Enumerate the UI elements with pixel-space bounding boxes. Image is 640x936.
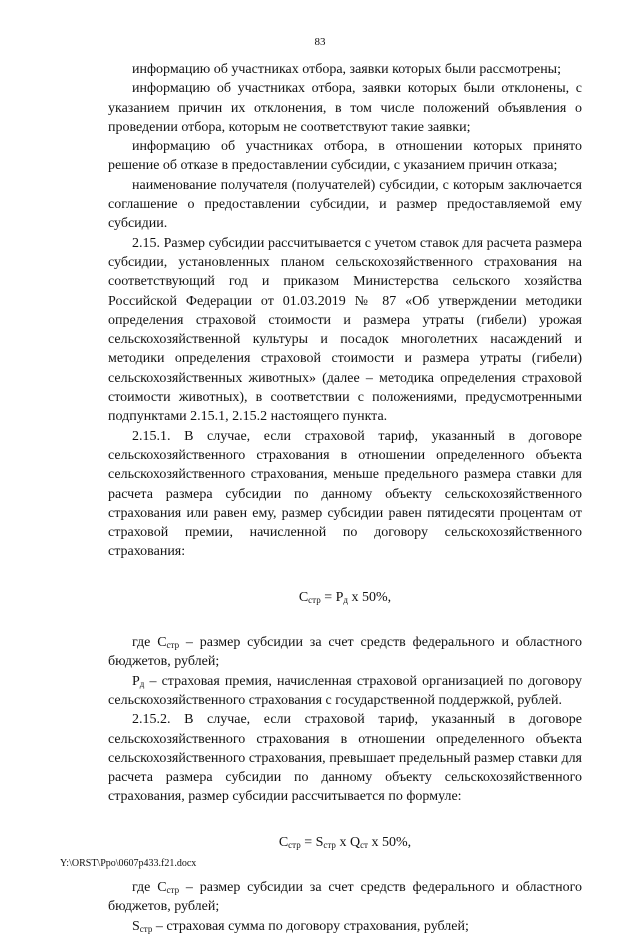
paragraph: наименование получателя (получателей) субсидии, с которым заключается соглашение о предоставлении субсидии, и размер предоставляемой ему субсидии. (108, 177, 582, 232)
text-subscript: стр (166, 640, 180, 651)
text-subscript: стр (139, 923, 153, 934)
formula-term: х 50%, (348, 589, 392, 605)
formula-subscript: стр (308, 594, 321, 605)
paragraph (108, 917, 582, 936)
text-subscript: стр (166, 884, 180, 895)
paragraph: 2.15. Размер субсидии рассчитывается с учетом ставок для расчета размера субсидии, установленных планом сельскохозяйственного страхования на соответствующий год и приказом Министерства сельского хозяйства Российской Федерации от 01.03.2019 № 87 «Об утверждении методики определения страховой стоимости и размера утраты (гибели) урожая сельскохозяйственной культуры и посадок многолетних насаждений и методики определения страховой стоимости и размера утраты (гибели) сельскохозяйственных животных» (далее – методика определения страховой стоимости животных), в соответствии с положениями, предусмотренными подпунктами 2.15.1, 2.15.2 настоящего пункта. (108, 235, 582, 425)
paragraph: 2.15.2. В случае, если страховой тариф, указанный в договоре сельскохозяйственного страхования в отношении определенного объекта сельскохозяйственного страхования, превышает предельный размер ставки для расчета размера субсидии по данному объекту сельскохозяйственного страхования, размер субсидии рассчитывается по формуле: (108, 712, 582, 805)
text-run: – размер субсидии за счет средств федерального и областного бюджетов, рублей; (108, 879, 582, 915)
text-run: где С (132, 635, 167, 651)
formula-subscript: стр (323, 839, 336, 850)
text-run: – страховая премия, начисленная страховой организацией по договору сельскохозяйственного страхования с государственной поддержкой, рублей. (108, 673, 582, 708)
formula-1 (108, 588, 582, 607)
file-path-footer: Y:\ORST\Ppo\0607p433.f21.docx (60, 858, 197, 869)
formula-subscript: ст (360, 839, 368, 850)
text-run: где С (132, 879, 167, 895)
formula-term: С (298, 589, 309, 605)
paragraph: информацию об участниках отбора, в отношении которых принято решение об отказе в предоставлении субсидии, с указанием причин отказа; (108, 139, 582, 174)
text-subscript: д (139, 678, 145, 689)
formula-term: = Р (320, 589, 344, 605)
document-body (108, 60, 582, 936)
paragraph: 2.15.1. В случае, если страховой тариф, указанный в договоре сельскохозяйственного страхования в отношении определенного объекта сельскохозяйственного страхования, меньше предельного размера ставки для расчета размера субсидии по данному объекту сельскохозяйственного страхования или равен ему, размер субсидии равен пятидесяти процентам от страховой премии, начисленной по договору сельскохозяйственного страхования: (108, 428, 582, 560)
paragraph: информацию об участниках отбора, заявки которых были рассмотрены; (132, 62, 561, 77)
text-run: S (132, 918, 140, 934)
paragraph (108, 633, 582, 672)
formula-term: х Q (335, 834, 361, 850)
page-number: 83 (314, 36, 326, 48)
formula-subscript: стр (288, 839, 301, 850)
text-run: – страховая сумма по договору страхования, рублей; (152, 918, 469, 934)
formula-term: х 50%, (368, 834, 412, 850)
paragraph (108, 878, 582, 917)
paragraph: информацию об участниках отбора, заявки которых были отклонены, с указанием причин их отклонения, в том числе положений объявления о проведении отбора, которым не соответствуют такие заявки; (108, 81, 582, 135)
formula-term: = S (300, 834, 324, 850)
text-run: – размер субсидии за счет средств федерального и областного бюджетов, рублей; (108, 635, 582, 670)
formula-subscript: д (343, 594, 348, 605)
text-run: Р (132, 673, 140, 689)
paragraph (108, 672, 582, 711)
formula-2 (108, 833, 582, 852)
formula-term: С (278, 834, 289, 850)
